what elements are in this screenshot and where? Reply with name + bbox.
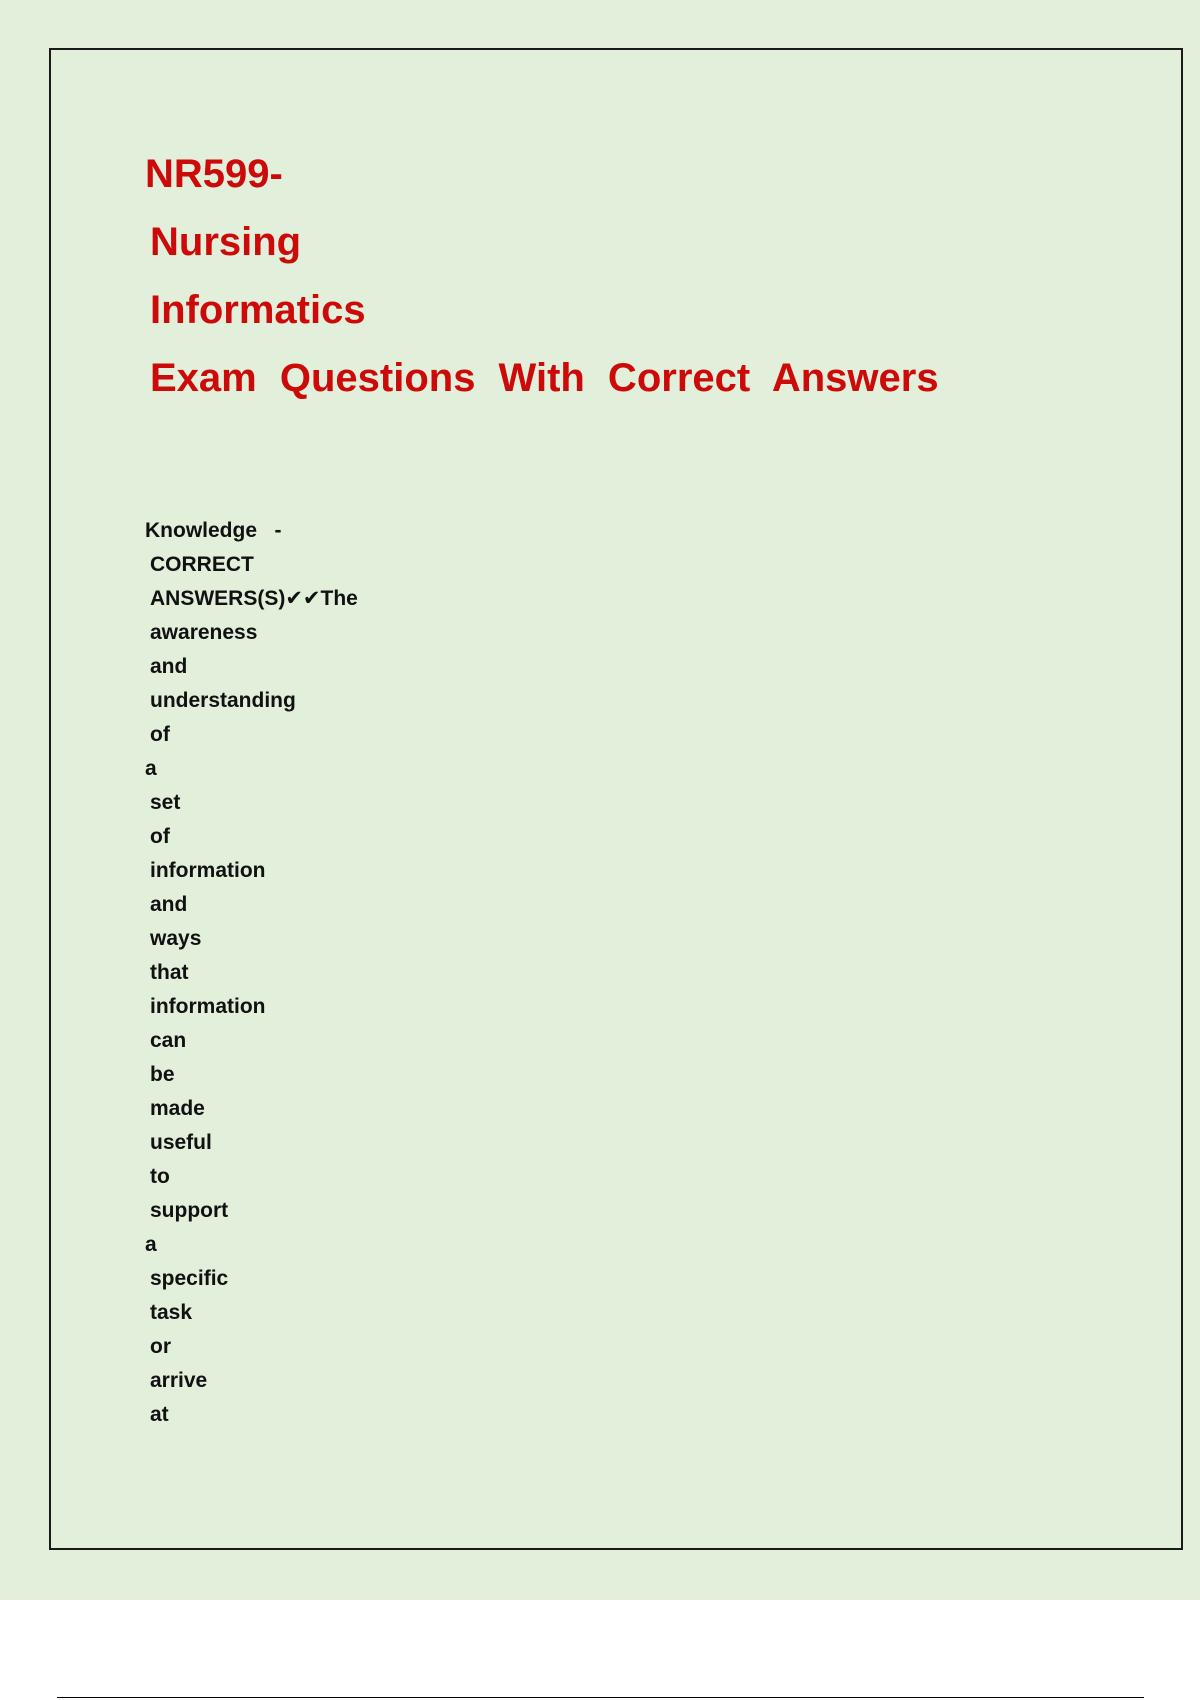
body-word: task	[150, 1301, 193, 1324]
body-word: ANSWERS(S)✔✔The	[150, 587, 358, 610]
body-word: at	[150, 1403, 169, 1426]
body-word: CORRECT	[150, 553, 254, 576]
body-word: specific	[150, 1267, 229, 1290]
body-word: a	[145, 757, 157, 780]
body-word: Knowledge -	[145, 519, 282, 542]
title-line-description: Exam Questions With Correct Answers	[150, 356, 939, 400]
question-answer-text	[145, 514, 358, 1432]
body-word: a	[145, 1233, 157, 1256]
body-word: of	[150, 825, 170, 848]
body-word: ways	[150, 927, 202, 950]
body-word: useful	[150, 1131, 212, 1154]
body-word: arrive	[150, 1369, 208, 1392]
document-title	[145, 140, 939, 412]
body-word: and	[150, 893, 188, 916]
body-word: set	[150, 791, 181, 814]
title-line-code: NR599-	[145, 152, 283, 196]
footer-divider	[57, 1697, 1144, 1698]
body-word: can	[150, 1029, 187, 1052]
body-word: and	[150, 655, 188, 678]
title-line-subject-1: Nursing	[150, 220, 302, 264]
body-word: to	[150, 1165, 170, 1188]
body-word: made	[150, 1097, 205, 1120]
body-word: understanding	[150, 689, 296, 712]
body-word: or	[150, 1335, 171, 1358]
body-word: information	[150, 995, 266, 1018]
body-word: be	[150, 1063, 175, 1086]
body-word: that	[150, 961, 189, 984]
body-word: of	[150, 723, 170, 746]
body-word: awareness	[150, 621, 258, 644]
body-word: support	[150, 1199, 229, 1222]
title-line-subject-2: Informatics	[150, 288, 366, 332]
body-word: information	[150, 859, 266, 882]
